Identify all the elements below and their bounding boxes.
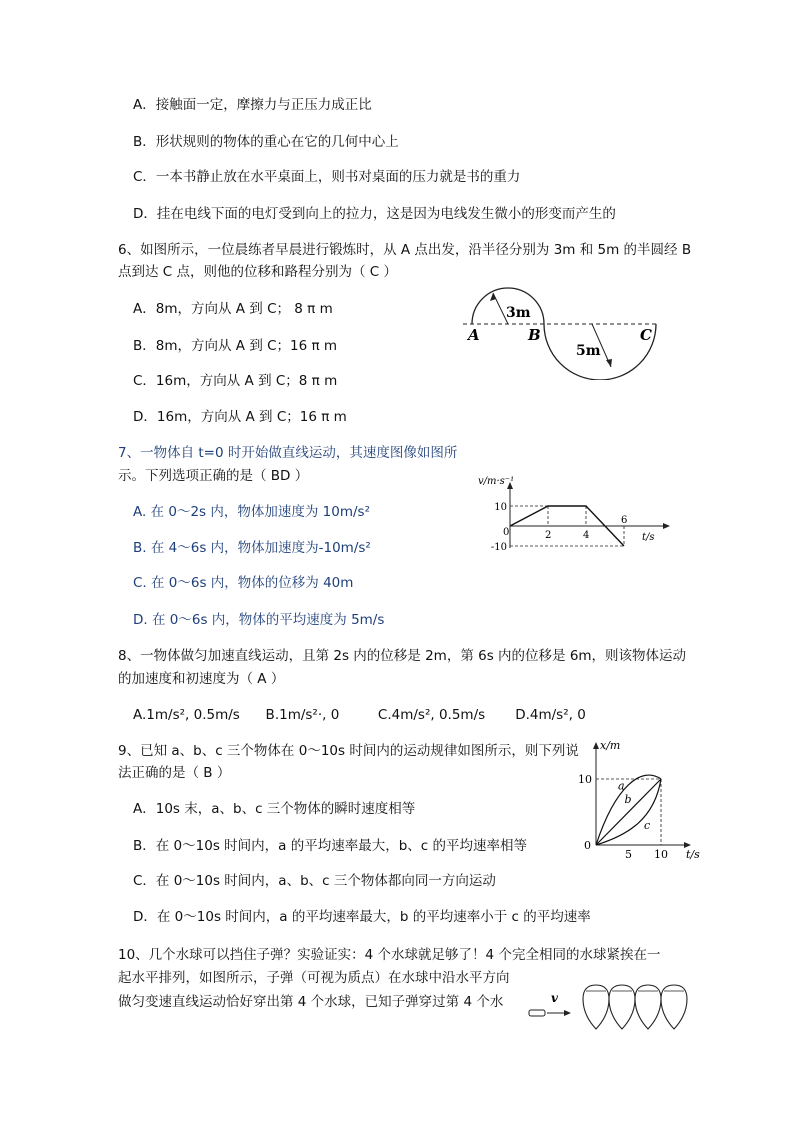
q5-option-b: B．形状规则的物体的重心在它的几何中心上 (133, 134, 399, 150)
xt-series-a-label: a (618, 779, 625, 793)
q6-option-c: C．16m，方向从 A 到 C；8 π m (133, 373, 338, 389)
vt-origin-label: 0 (503, 527, 510, 538)
q8-stem-line1: 8、一物体做匀加速直线运动，且第 2s 内的位移是 2m，第 6s 内的位移是 6m，则该物体运动 (118, 648, 687, 664)
xt-y-tick-label: 10 (578, 773, 592, 786)
q5-option-c: C．一本书静止放在水平桌面上，则书对桌面的压力就是书的重力 (133, 169, 521, 185)
q10-stem-line2: 起水平排列，如图所示，子弹（可视为质点）在水球中沿水平方向 (118, 970, 510, 986)
velocity-time-graph (474, 470, 674, 560)
q9-stem-line2: 法正确的是（ B ） (118, 765, 231, 781)
q5-option-a: A．接触面一定，摩擦力与正压力成正比 (133, 97, 372, 113)
q9-option-c: C．在 0～10s 时间内，a、b、c 三个物体都向同一方向运动 (133, 873, 496, 889)
xt-x-axis-label: t/s (686, 848, 700, 861)
water-balloon-1 (583, 985, 609, 1029)
radius-5m-arrow-icon (606, 359, 612, 367)
vt-x-tick-label: 2 (545, 530, 552, 541)
water-balloon-4 (661, 985, 687, 1029)
q9-option-b: B．在 0～10s 时间内，a 的平均速率最大，b、c 的平均速率相等 (133, 838, 527, 854)
point-c-label: C (640, 326, 652, 344)
vt-y-tick-label: 10 (494, 502, 507, 513)
water-balloon-2 (609, 985, 635, 1029)
xt-x-tick-label: 5 (625, 848, 632, 861)
q9-option-a: A．10s 末，a、b、c 三个物体的瞬时速度相等 (133, 801, 416, 817)
xt-origin-label: 0 (584, 839, 591, 852)
q7-stem-line1: 7、一物体自 t=0 时开始做直线运动，其速度图像如图所 (118, 445, 458, 461)
position-time-graph (576, 737, 706, 862)
xt-series-b-line (596, 779, 661, 845)
velocity-arrow-icon (564, 1010, 571, 1016)
q7-option-c: C. 在 0～6s 内，物体的位移为 40m (133, 575, 354, 591)
q6-stem-line1: 6、如图所示，一位晨练者早晨进行锻炼时，从 A 点出发，沿半径分别为 3m 和 5m 的半圆经 B (118, 242, 692, 258)
vt-x-axis-arrow-icon (663, 523, 670, 529)
q8-stem-line2: 的加速度和初速度为（ A ） (118, 671, 285, 687)
q10-stem-line1: 10、几个水球可以挡住子弹？实验证实：4 个水球就足够了！4 个完全相同的水球紧挨在一 (118, 947, 661, 963)
xt-y-axis-arrow-icon (593, 742, 599, 749)
q6-option-b: B．8m，方向从 A 到 C；16 π m (133, 338, 338, 354)
q6-stem-line2: 点到达 C 点，则他的位移和路程分别为（ C ） (118, 264, 398, 280)
q8-options: A.1m/s², 0.5m/s B.1m/s²·, 0 C.4m/s², 0.5m/s D.4m/s², 0 (133, 707, 586, 723)
q9-option-d: D．在 0～10s 时间内，a 的平均速率最大，b 的平均速率小于 c 的平均速率 (133, 909, 591, 925)
vt-x-axis-label: t/s (642, 532, 655, 543)
q7-option-d: D. 在 0～6s 内，物体的平均速度为 5m/s (133, 612, 385, 628)
point-b-label: B (528, 326, 541, 344)
vt-x-tick-label: 4 (583, 530, 590, 541)
xt-y-axis-label: x/m (600, 739, 621, 752)
q10-stem-line3: 做匀变速直线运动恰好穿出第 4 个水球，已知子弹穿过第 4 个水 (118, 994, 504, 1010)
point-a-label: A (468, 326, 480, 344)
q7-stem-line2: 示。下列选项正确的是（ BD ） (118, 468, 309, 484)
vt-x-tick-label: 6 (621, 515, 628, 526)
q6-option-a: A．8m，方向从 A 到 C； 8 π m (133, 301, 333, 317)
q7-option-b: B. 在 4～6s 内，物体加速度为-10m/s² (133, 540, 371, 556)
xt-series-c-label: c (644, 819, 651, 833)
q5-option-d: D．挂在电线下面的电灯受到向上的拉力，这是因为电线发生微小的形变而产生的 (133, 206, 616, 222)
velocity-label: v (551, 991, 558, 1005)
xt-x-tick-label: 10 (654, 848, 668, 861)
water-balloon-3 (635, 985, 661, 1029)
semicircle-path-figure (460, 280, 670, 380)
xt-series-b-label: b (624, 792, 632, 806)
radius-3m-label: 3m (506, 305, 531, 321)
vt-y-axis-label: v/m·s⁻¹ (478, 476, 515, 487)
vt-y-tick-label: -10 (490, 542, 507, 553)
radius-5m-label: 5m (576, 343, 601, 359)
q6-option-d: D．16m，方向从 A 到 C；16 π m (133, 409, 347, 425)
q7-option-a: A. 在 0～2s 内，物体加速度为 10m/s² (133, 504, 370, 520)
water-balloons-figure (527, 983, 697, 1033)
bullet-icon (529, 1010, 545, 1016)
q9-stem-line1: 9、已知 a、b、c 三个物体在 0～10s 时间内的运动规律如图所示，则下列说 (118, 743, 579, 759)
